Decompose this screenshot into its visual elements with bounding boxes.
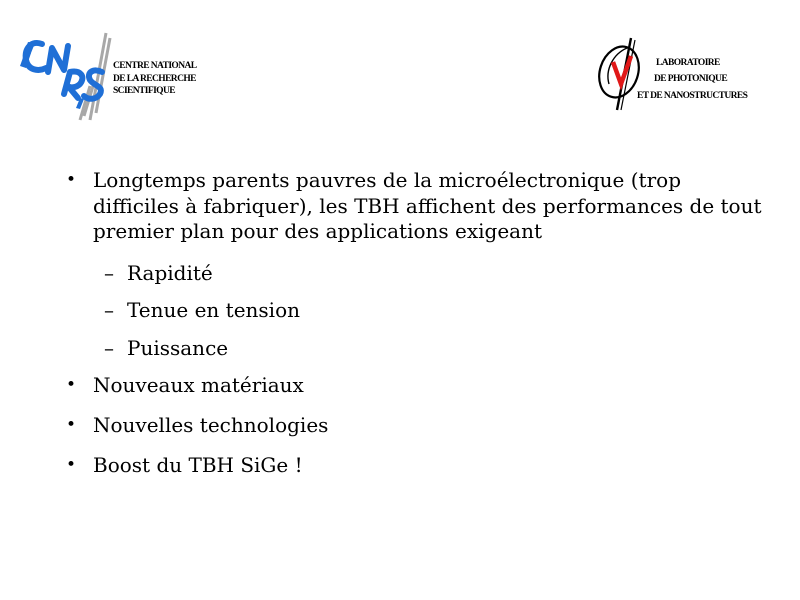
bullet-item [62, 168, 762, 245]
cnrs-text-line: SCIENTIFIQUE [113, 86, 175, 96]
bullet-icon: • [66, 170, 77, 190]
dash-icon: – [104, 260, 114, 285]
bullet-text: Nouvelles technologies [93, 412, 329, 437]
bullet-item [62, 373, 762, 399]
dash-icon: – [104, 335, 114, 360]
sub-bullet-text: Tenue en tension [127, 298, 300, 322]
lpn-logo-block [595, 34, 785, 114]
sub-bullet-item [62, 261, 762, 287]
sub-bullet-text: Rapidité [127, 260, 213, 285]
cnrs-logo-icon [18, 28, 128, 123]
cnrs-text-line: DE LA RECHERCHE [113, 73, 196, 84]
dash-icon: – [104, 298, 114, 322]
lpn-text-line: LABORATOIRE [656, 58, 720, 68]
bullet-text: Longtemps parents pauvres de la microélectronique (trop difficiles à fabriquer), les TBH affichent des performances de tout premier plan pour des applications exigeant [93, 168, 762, 243]
bullet-item [62, 413, 762, 439]
lpn-text-line: ET DE NANOSTRUCTURES [637, 91, 748, 101]
cnrs-text-line: CENTRE NATIONAL [113, 61, 197, 71]
bullet-icon: • [66, 414, 77, 435]
sub-bullet-text: Puissance [127, 335, 229, 360]
bullet-text: Boost du TBH SiGe ! [93, 453, 303, 477]
sub-bullet-item [62, 298, 762, 324]
lpn-text-line: DE PHOTONIQUE [654, 74, 728, 84]
bullet-text: Nouveaux matériaux [93, 373, 304, 397]
lpn-text [595, 58, 785, 108]
bullet-item [62, 453, 762, 479]
bullet-list [62, 168, 762, 479]
cnrs-logo-block [18, 28, 218, 123]
bullet-icon: • [66, 375, 77, 395]
sub-bullet-item [62, 336, 762, 362]
bullet-icon: • [66, 455, 77, 475]
cnrs-text [113, 60, 196, 98]
